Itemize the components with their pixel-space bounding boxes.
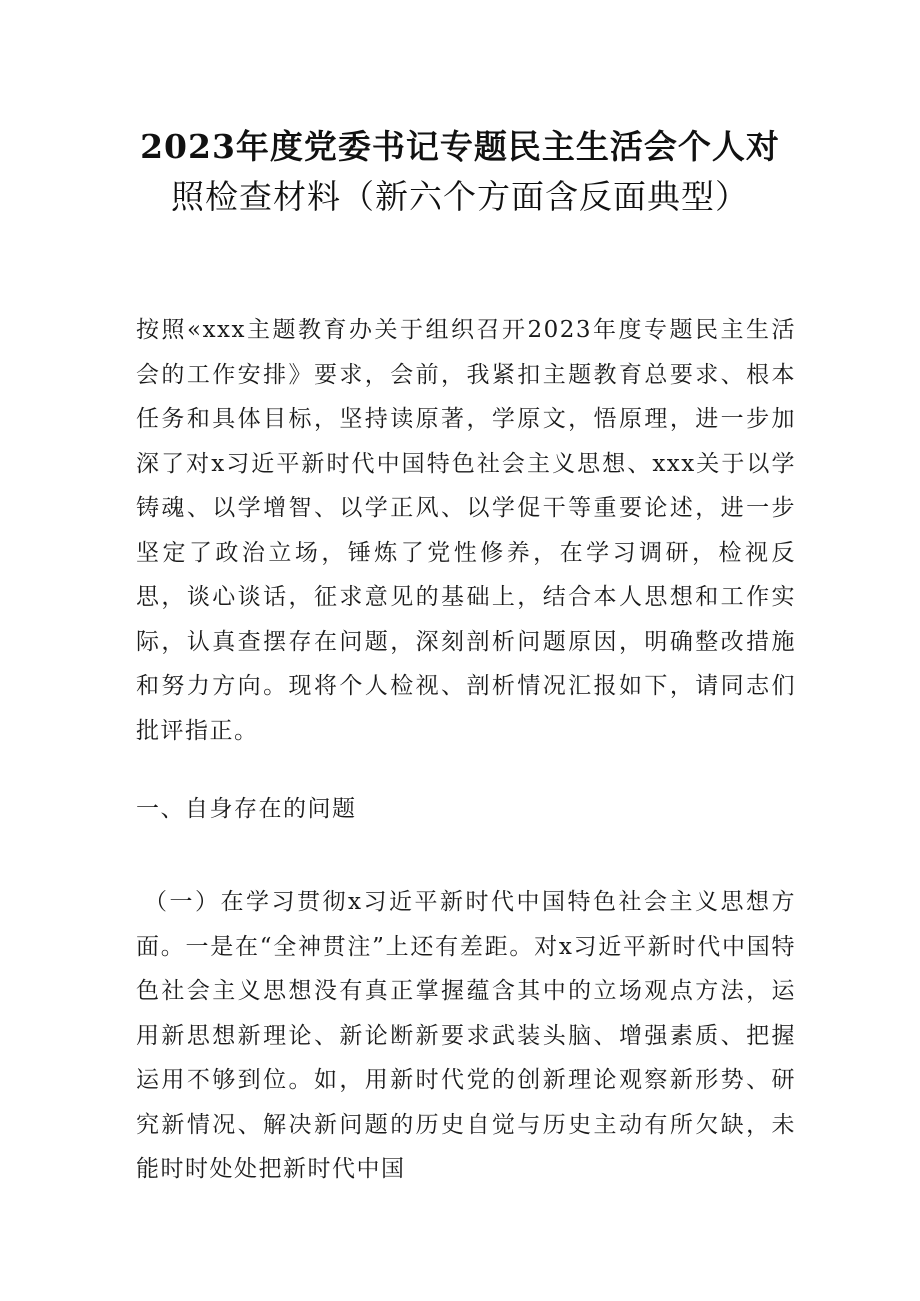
subsection-paragraph-1: （一）在学习贯彻x习近平新时代中国特色社会主义思想方面。一是在“全神贯注”上还有差距。对x习近平新时代中国特色社会主义思想没有真正掌握蕴含其中的立场观点方法，运用新思想新理论、新论断新要求武装头脑、增强素质、把握运用不够到位。如，用新时代党的创新理论观察新形势、研究新情况、解决新问题的历史自觉与历史主动有所欠缺，未能时时处处把新时代中国 [136,889,796,1182]
document-title [0,122,920,222]
section-heading-problems: 一、自身存在的问题 [136,796,357,822]
title-line-2: 照检查材料（新六个方面含反面典型） [171,177,749,216]
title-line-1: 2023年度党委书记专题民主生活会个人对 [140,127,780,166]
intro-paragraph: 按照«xxx主题教育办关于组织召开2023年度专题民主生活会的工作安排》要求，会前，我紧扣主题教育总要求、根本任务和具体目标，坚持读原著，学原文，悟原理，进一步加深了对x习近平新时代中国特色社会主义思想、xxx关于以学铸魂、以学增智、以学正风、以学促干等重要论述，进一步坚定了政治立场，锤炼了党性修养，在学习调研，检视反思，谈心谈话，征求意见的基础上，结合本人思想和工作实际，认真查摆存在问题，深刻剖析问题原因，明确整改措施和努力方向。现将个人检视、剖析情况汇报如下，请同志们批评指正。 [136,317,796,744]
